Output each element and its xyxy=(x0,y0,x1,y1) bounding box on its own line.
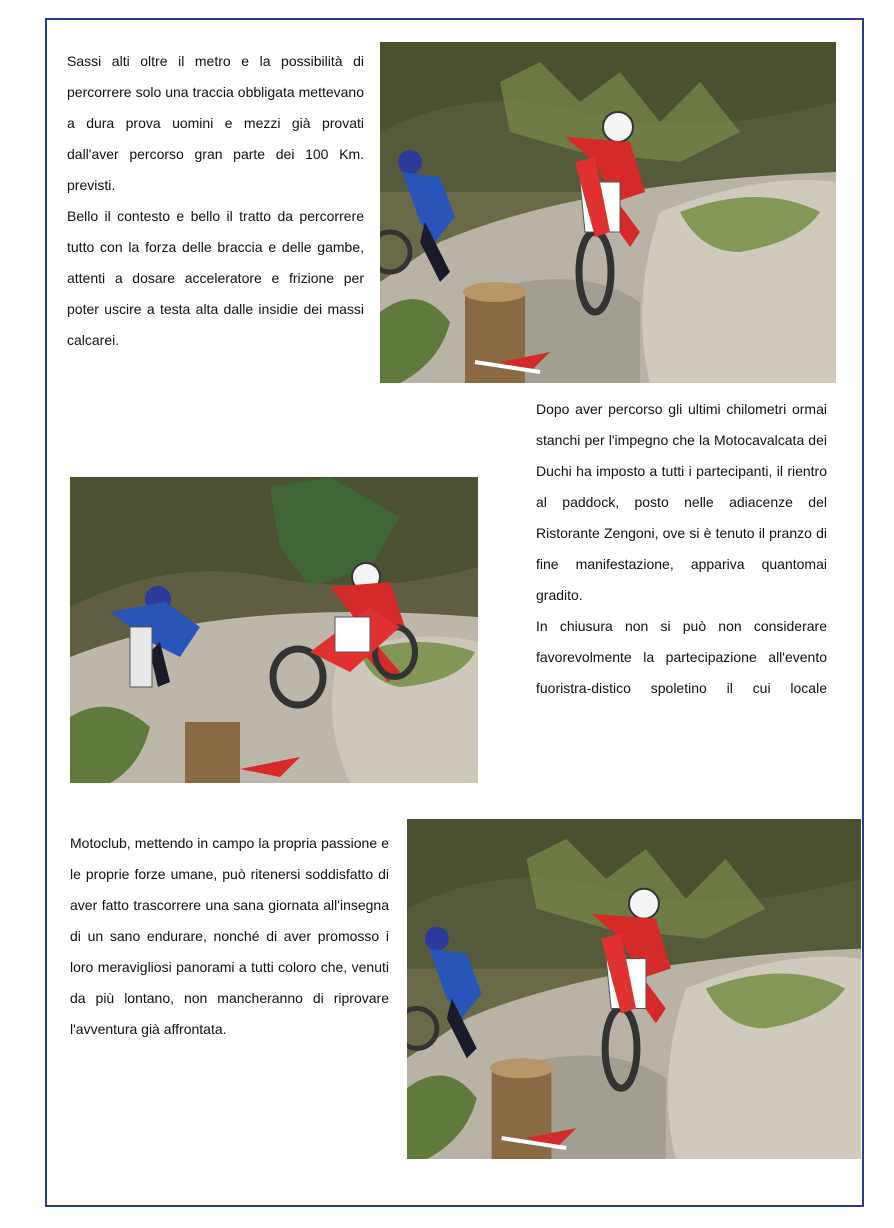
paragraph-3: Dopo aver percorso gli ultimi chilometri ormai stanchi per l'impegno che la Motocavalcata dei Duchi ha imposto a tutti i partecipanti, il rientro al paddock, posto nelle adiacenze del Ristorante Zengoni, ove si è tenuto il pranzo di fine manifestazione, appariva quantomai gradito. xyxy=(536,401,827,603)
paragraph-1: Sassi alti oltre il metro e la possibilità di percorrere solo una traccia obbligata mettevano a dura prova uomini e mezzi già provati dall'aver percorso gran parte dei 100 Km. previsti. xyxy=(67,53,364,193)
text-block-top-left xyxy=(67,46,364,356)
photo-enduro-riders-3 xyxy=(407,819,861,1159)
text-block-middle-right xyxy=(536,394,827,704)
photo-enduro-riders-1 xyxy=(380,42,836,383)
text-block-bottom-left xyxy=(70,828,389,1045)
paragraph-2: Bello il contesto e bello il tratto da percorrere tutto con la forza delle braccia e delle gambe, attenti a dosare acceleratore e frizione per poter uscire a testa alta dalle insidie dei massi calcarei. xyxy=(67,208,364,348)
paragraph-4: In chiusura non si può non considerare favorevolmente la partecipazione all'evento fuoristra-distico spoletino il cui locale xyxy=(536,618,827,696)
photo-enduro-riders-2 xyxy=(70,477,478,783)
paragraph-5: Motoclub, mettendo in campo la propria passione e le proprie forze umane, può ritenersi soddisfatto di aver fatto trascorrere una sana giornata all'insegna di un sano endurare, nonché di aver promosso i loro meravigliosi panorami a tutti coloro che, venuti da più lontano, non mancheranno di riprovare l'avventura già affrontata. xyxy=(70,835,389,1037)
